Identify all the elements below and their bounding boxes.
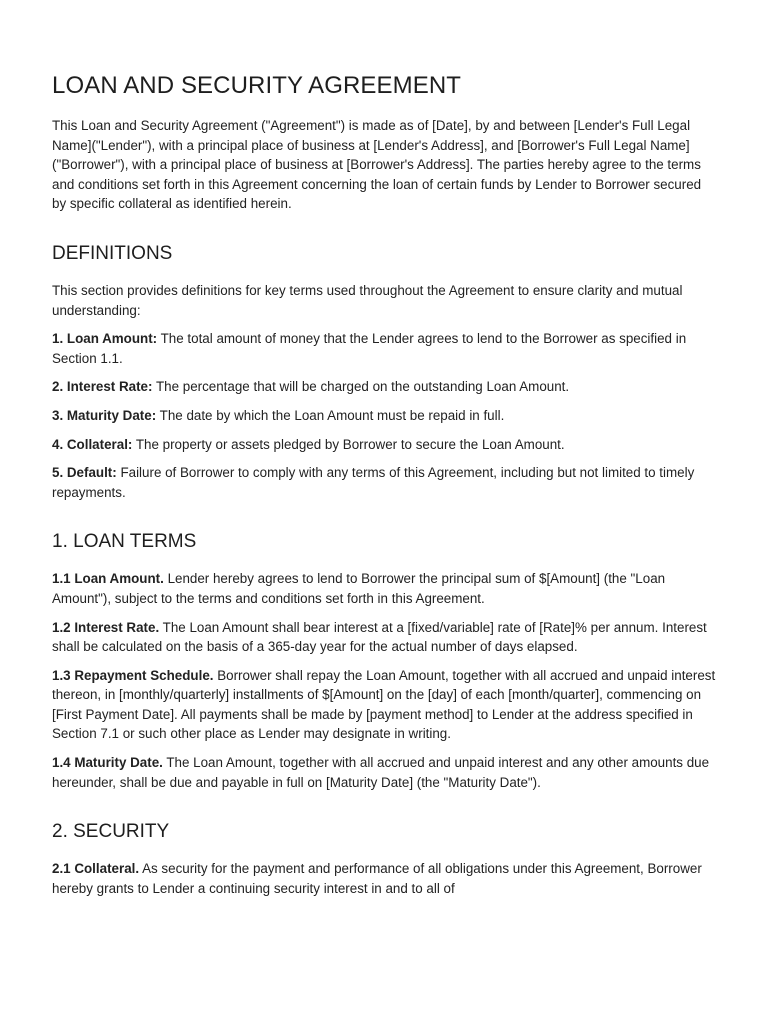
intro-paragraph: This Loan and Security Agreement ("Agreement") is made as of [Date], by and between [Lender's Full Legal Name]("Lender"), with a principal place of business at [Lender's Address], and [Borrower's Full Legal Name]("Borrower"), with a principal place of business at [Borrower's Address]. The parties hereby agree to the terms and conditions set forth in this Agreement concerning the loan of certain funds by Lender to Borrower secured by specific collateral as identified herein.	[52, 118, 702, 212]
definition-item	[52, 435, 718, 455]
definition-text: The date by which the Loan Amount must be repaid in full.	[156, 407, 505, 423]
clause-item	[52, 569, 718, 608]
loan-terms-heading: 1. LOAN TERMS	[52, 531, 197, 553]
definition-item	[52, 329, 718, 368]
definitions-intro: This section provides definitions for key terms used throughout the Agreement to ensure clarity and mutual understanding:	[52, 282, 683, 318]
clause-item	[52, 666, 718, 744]
definition-term: 4. Collateral:	[52, 436, 133, 452]
definition-item	[52, 463, 718, 502]
definition-item	[52, 406, 718, 426]
clause-item	[52, 753, 718, 792]
clause-text: The Loan Amount, together with all accrued and unpaid interest and any other amounts due hereunder, shall be due and payable in full on [Maturity Date] (the "Maturity Date").	[52, 755, 710, 790]
clause-term: 1.3 Repayment Schedule.	[52, 667, 214, 683]
clause-term: 2.1 Collateral.	[52, 861, 140, 877]
clause-text: Lender hereby agrees to lend to Borrower the principal sum of $[Amount] (the "Loan Amount"), subject to the terms and conditions set forth in this Agreement.	[52, 571, 666, 606]
definition-item	[52, 377, 718, 397]
definition-text: Failure of Borrower to comply with any terms of this Agreement, including but not limited to timely repayments.	[52, 465, 695, 500]
clause-term: 1.1 Loan Amount.	[52, 571, 164, 587]
security-heading: 2. SECURITY	[52, 821, 170, 843]
clause-item	[52, 859, 718, 898]
clause-text: As security for the payment and performance of all obligations under this Agreement, Borrower hereby grants to Lender a continuing security interest in and to all of	[52, 861, 702, 896]
clause-text: Borrower shall repay the Loan Amount, together with all accrued and unpaid interest thereon, in [monthly/quarterly] installments of $[Amount] on the [day] of each [month/quarter], commencing on [First Payment Date]. All payments shall be made by [payment method] to Lender at the address specified in Section 7.1 or such other place as Lender may designate in writing.	[52, 667, 716, 742]
definition-text: The percentage that will be charged on the outstanding Loan Amount.	[152, 379, 570, 395]
definition-term: 3. Maturity Date:	[52, 407, 157, 423]
definition-term: 1. Loan Amount:	[52, 331, 158, 347]
document-title: LOAN AND SECURITY AGREEMENT	[52, 72, 462, 99]
definition-text: The total amount of money that the Lender agrees to lend to the Borrower as specified in Section 1.1.	[52, 331, 687, 366]
clause-item	[52, 618, 718, 657]
definition-term: 5. Default:	[52, 465, 117, 481]
clause-term: 1.4 Maturity Date.	[52, 755, 163, 771]
definition-text: The property or assets pledged by Borrower to secure the Loan Amount.	[132, 436, 565, 452]
clause-term: 1.2 Interest Rate.	[52, 619, 160, 635]
clause-text: The Loan Amount shall bear interest at a [fixed/variable] rate of [Rate]% per annum. Interest shall be calculated on the basis of a 365-day year for the actual number of days elapsed.	[52, 619, 707, 655]
definition-term: 2. Interest Rate:	[52, 379, 153, 395]
definitions-heading: DEFINITIONS	[52, 242, 173, 264]
